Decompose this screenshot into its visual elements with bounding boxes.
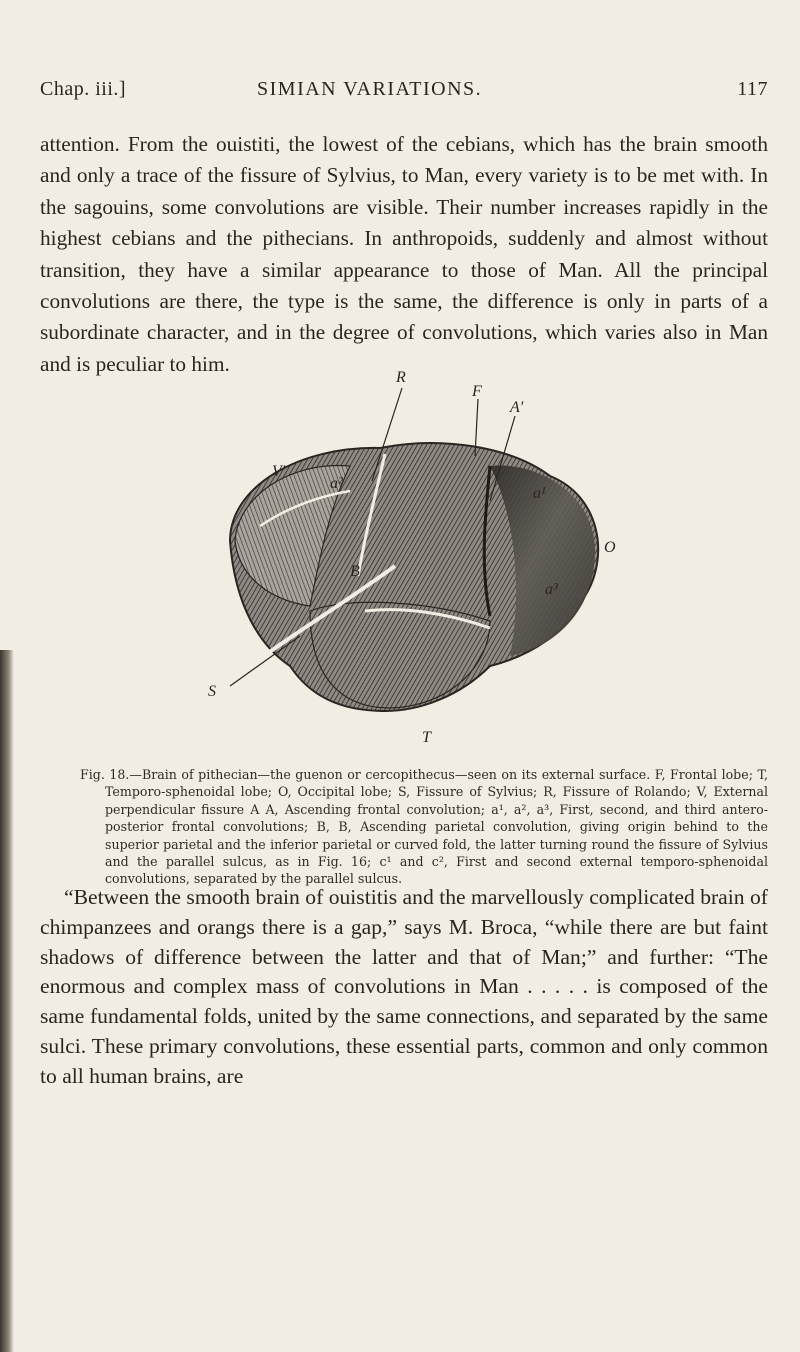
label-a2: a² — [330, 475, 343, 492]
running-header — [40, 78, 768, 108]
label-b: B — [350, 563, 360, 580]
brain-illustration — [190, 366, 650, 756]
label-a1: a¹ — [533, 485, 546, 502]
page-binding-shadow — [0, 650, 14, 1352]
label-s: S — [208, 683, 216, 700]
label-r: R — [396, 369, 406, 386]
label-a3: a³ — [545, 581, 558, 598]
brain-figure — [190, 366, 650, 756]
running-title: SIMIAN VARIATIONS. — [257, 78, 483, 100]
label-t: T — [422, 729, 431, 746]
label-v: V' — [272, 463, 286, 480]
label-o: O — [604, 539, 616, 556]
paragraph-1 — [40, 129, 768, 380]
label-f: F — [472, 383, 482, 400]
figure-caption — [80, 766, 768, 888]
figure-caption-text: Fig. 18.—Brain of pithecian—the guenon or cercopithecus—seen on its external surface. F, Frontal lobe; T, Temporo-sphenoidal lobe; O, Occipital lobe; S, Fissure of Sylvius; R, Fissure of Rolando; V, External perpendicular fissure A A, Ascending frontal convolution; a¹, a², a³, First, second, and third antero-posterior frontal convolutions; B, B, Ascending parietal convolution, giving origin behind to the superior parietal and the inferior parietal or curved fold, the latter turning round the fissure of Sylvius and the parallel sulcus, as in Fig. 16; c¹ and c², First and second external temporo-sphenoidal convolutions, separated by the parallel sulcus. — [80, 767, 768, 887]
paragraph-2 — [40, 883, 768, 1092]
label-a: A' — [510, 399, 524, 416]
page-number: 117 — [737, 78, 768, 100]
paragraph-2-text: “Between the smooth brain of ouistitis and the marvellously complicated brain of chimpanzees and orangs there is a gap,” says M. Broca, “while there are but faint shadows of difference between the latter and that of Man;” and further: “The enormous and complex mass of convolutions in Man . . . . . is composed of the same fundamental folds, united by the same connections, and separated by the same sulci. These primary convolutions, these essential parts, common and only common to all human brains, are — [40, 885, 768, 1088]
paragraph-1-text: attention. From the ouistiti, the lowest of the cebians, which has the brain smooth and only a trace of the fissure of Sylvius, to Man, every variety is to be met with. In the sagouins, some convolutions are visible. Their number increases rapidly in the highest cebians and the pithecians. In anthropoids, suddenly and almost without transition, they have a similar appearance to those of Man. All the principal convolutions are there, the type is the same, the difference is only in parts of a subordinate character, and in the degree of convolutions, which varies also in Man and is peculiar to him. — [40, 132, 768, 376]
chapter-label: Chap. iii.] — [40, 78, 127, 100]
